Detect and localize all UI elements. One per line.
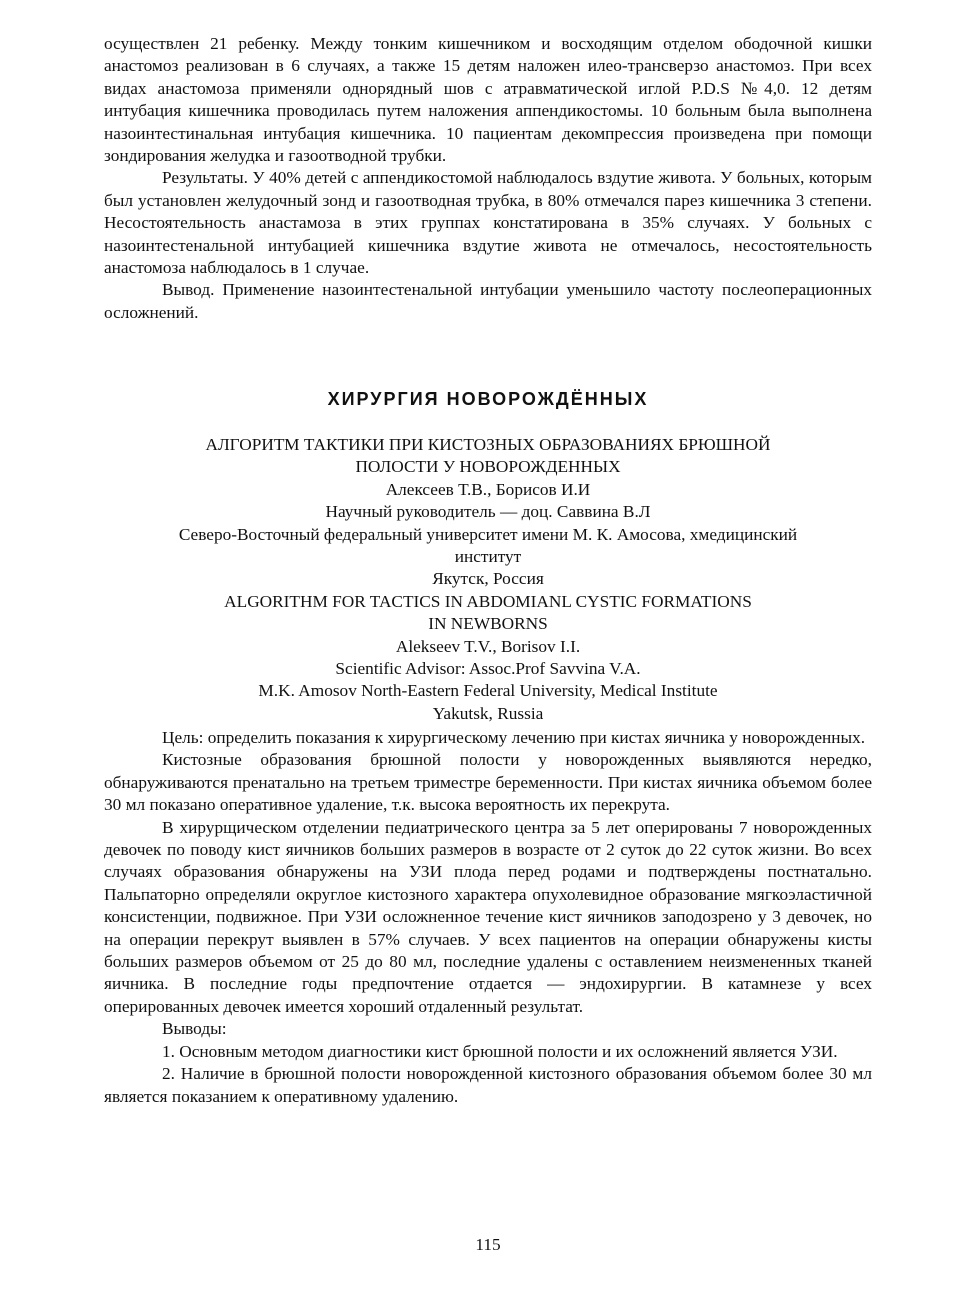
body-paragraph-methods: В хирурщическом отделении педиатрического центра за 5 лет оперированы 7 новорожденных девочек по поводу кист яичников больших размеров в возрасте от 2 суток до 22 суток жизни. Во всех случаях образования обнаружены на УЗИ плода перед родами и подтверждены постнатально. Пальпаторно определяли округлое кистозного характера опухолевидное образование мягкоэластичной консистенции, подвижное. При УЗИ осложненное течение кист яичников заподозрено у 3 девочек, но на операции перекрут выявлен в 57% случаев. У всех пациентов на операции обнаружены кисты больших размеров объемом от 25 до 80 мл, последние удалены с оставлением неизмененных тканей яичника. В последние годы предпочтение отдается — эндохирургии. В катамнезе у всех оперированных девочек имеется хороший отдаленный результат. [104,817,872,1016]
article-title-ru-line1: АЛГОРИТМ ТАКТИКИ ПРИ КИСТОЗНЫХ ОБРАЗОВАНИЯХ БРЮШНОЙ [205,435,771,454]
section-title: ХИРУРГИЯ НОВОРОЖДЁННЫХ [327,389,649,409]
advisor-en: Scientific Advisor: Assoc.Prof Savvina V.A. [335,659,641,679]
affiliation-ru-line1: Северо-Восточный федеральный университет имени М. К. Амосова, хмедицинский [178,524,798,544]
authors-ru: Алексеев Т.В., Борисов И.И [385,479,591,499]
article-body [104,727,872,1108]
authors-en: Alekseev T.V., Borisov I.I. [395,636,581,656]
article-title-ru-line2: ПОЛОСТИ У НОВОРОЖДЕННЫХ [355,457,621,477]
intro-paragraph-results: Результаты. У 40% детей с аппендикостомой наблюдалось вздутие живота. У больных, которым был установлен желудочный зонд и газоотводная трубка, в 80% отмечался парез кишечника 3 степени. Несостоятельность анастамоза в этих группах констатирована в 35% случаях. У больных с назоинтестенальной интубацией кишечника вздутие живота не отмечалось, несостоятельность анастомоза наблюдалось в 1 случае. [104,168,872,278]
affiliation-ru-line2: институт [454,547,522,567]
intro-section [104,33,872,324]
advisor-ru: Научный руководитель — доц. Саввина В.Л [325,502,651,522]
body-paragraph-aim: Цель: определить показания к хирургическому лечению при кистах яичника у новорожденных. [162,728,866,747]
affiliation-en: M.K. Amosov North-Eastern Federal University, Medical Institute [258,681,718,701]
article-header [104,434,872,725]
body-paragraph-conclusion-1: 1. Основным методом диагностики кист брюшной полости и их осложнений является УЗИ. [162,1041,838,1061]
body-paragraph-background: Кистозные образования брюшной полости у новорожденных выявляются нередко, обнаруживаются пренатально на третьем триместре беременности. При кистах яичника объемом более 30 мл показано оперативное удаление, т.к. высока вероятность их перекрута. [104,750,872,815]
city-en: Yakutsk, Russia [432,703,544,723]
city-ru: Якутск, Россия [432,569,544,589]
article-title-en-line2: IN NEWBORNS [428,614,548,634]
article-title-en-line1: ALGORITHM FOR TACTICS IN ABDOMIANL CYSTIC FORMATIONS [224,591,752,611]
page-number: 115 [475,1235,501,1254]
body-paragraph-conclusions-heading: Выводы: [162,1019,227,1039]
intro-paragraph-methods: осуществлен 21 ребенку. Между тонким кишечником и восходящим отделом ободочной кишки анастомоз реализован в 6 случаях, а также 15 детям наложен илео-трансверзо анастомоз. При всех видах анастомоза применяли однорядный шов с атравматической иглой P.D.S №4,0. 12 детям интубация кишечника проводилась путем наложения аппендикостомы. 10 больным была выполнена назоинтестинальная интубация кишечника. 10 пациентам декомпрессия произведена при помощи зондирования желудка и газоотводной трубки. [104,34,872,166]
body-paragraph-conclusion-2: 2. Наличие в брюшной полости новорожденной кистозного образования объемом более 30 мл является показанием к оперативному удалению. [104,1064,872,1106]
intro-paragraph-conclusion: Вывод. Применение назоинтестенальной интубации уменьшило частоту послеоперационных осложнений. [104,280,872,322]
